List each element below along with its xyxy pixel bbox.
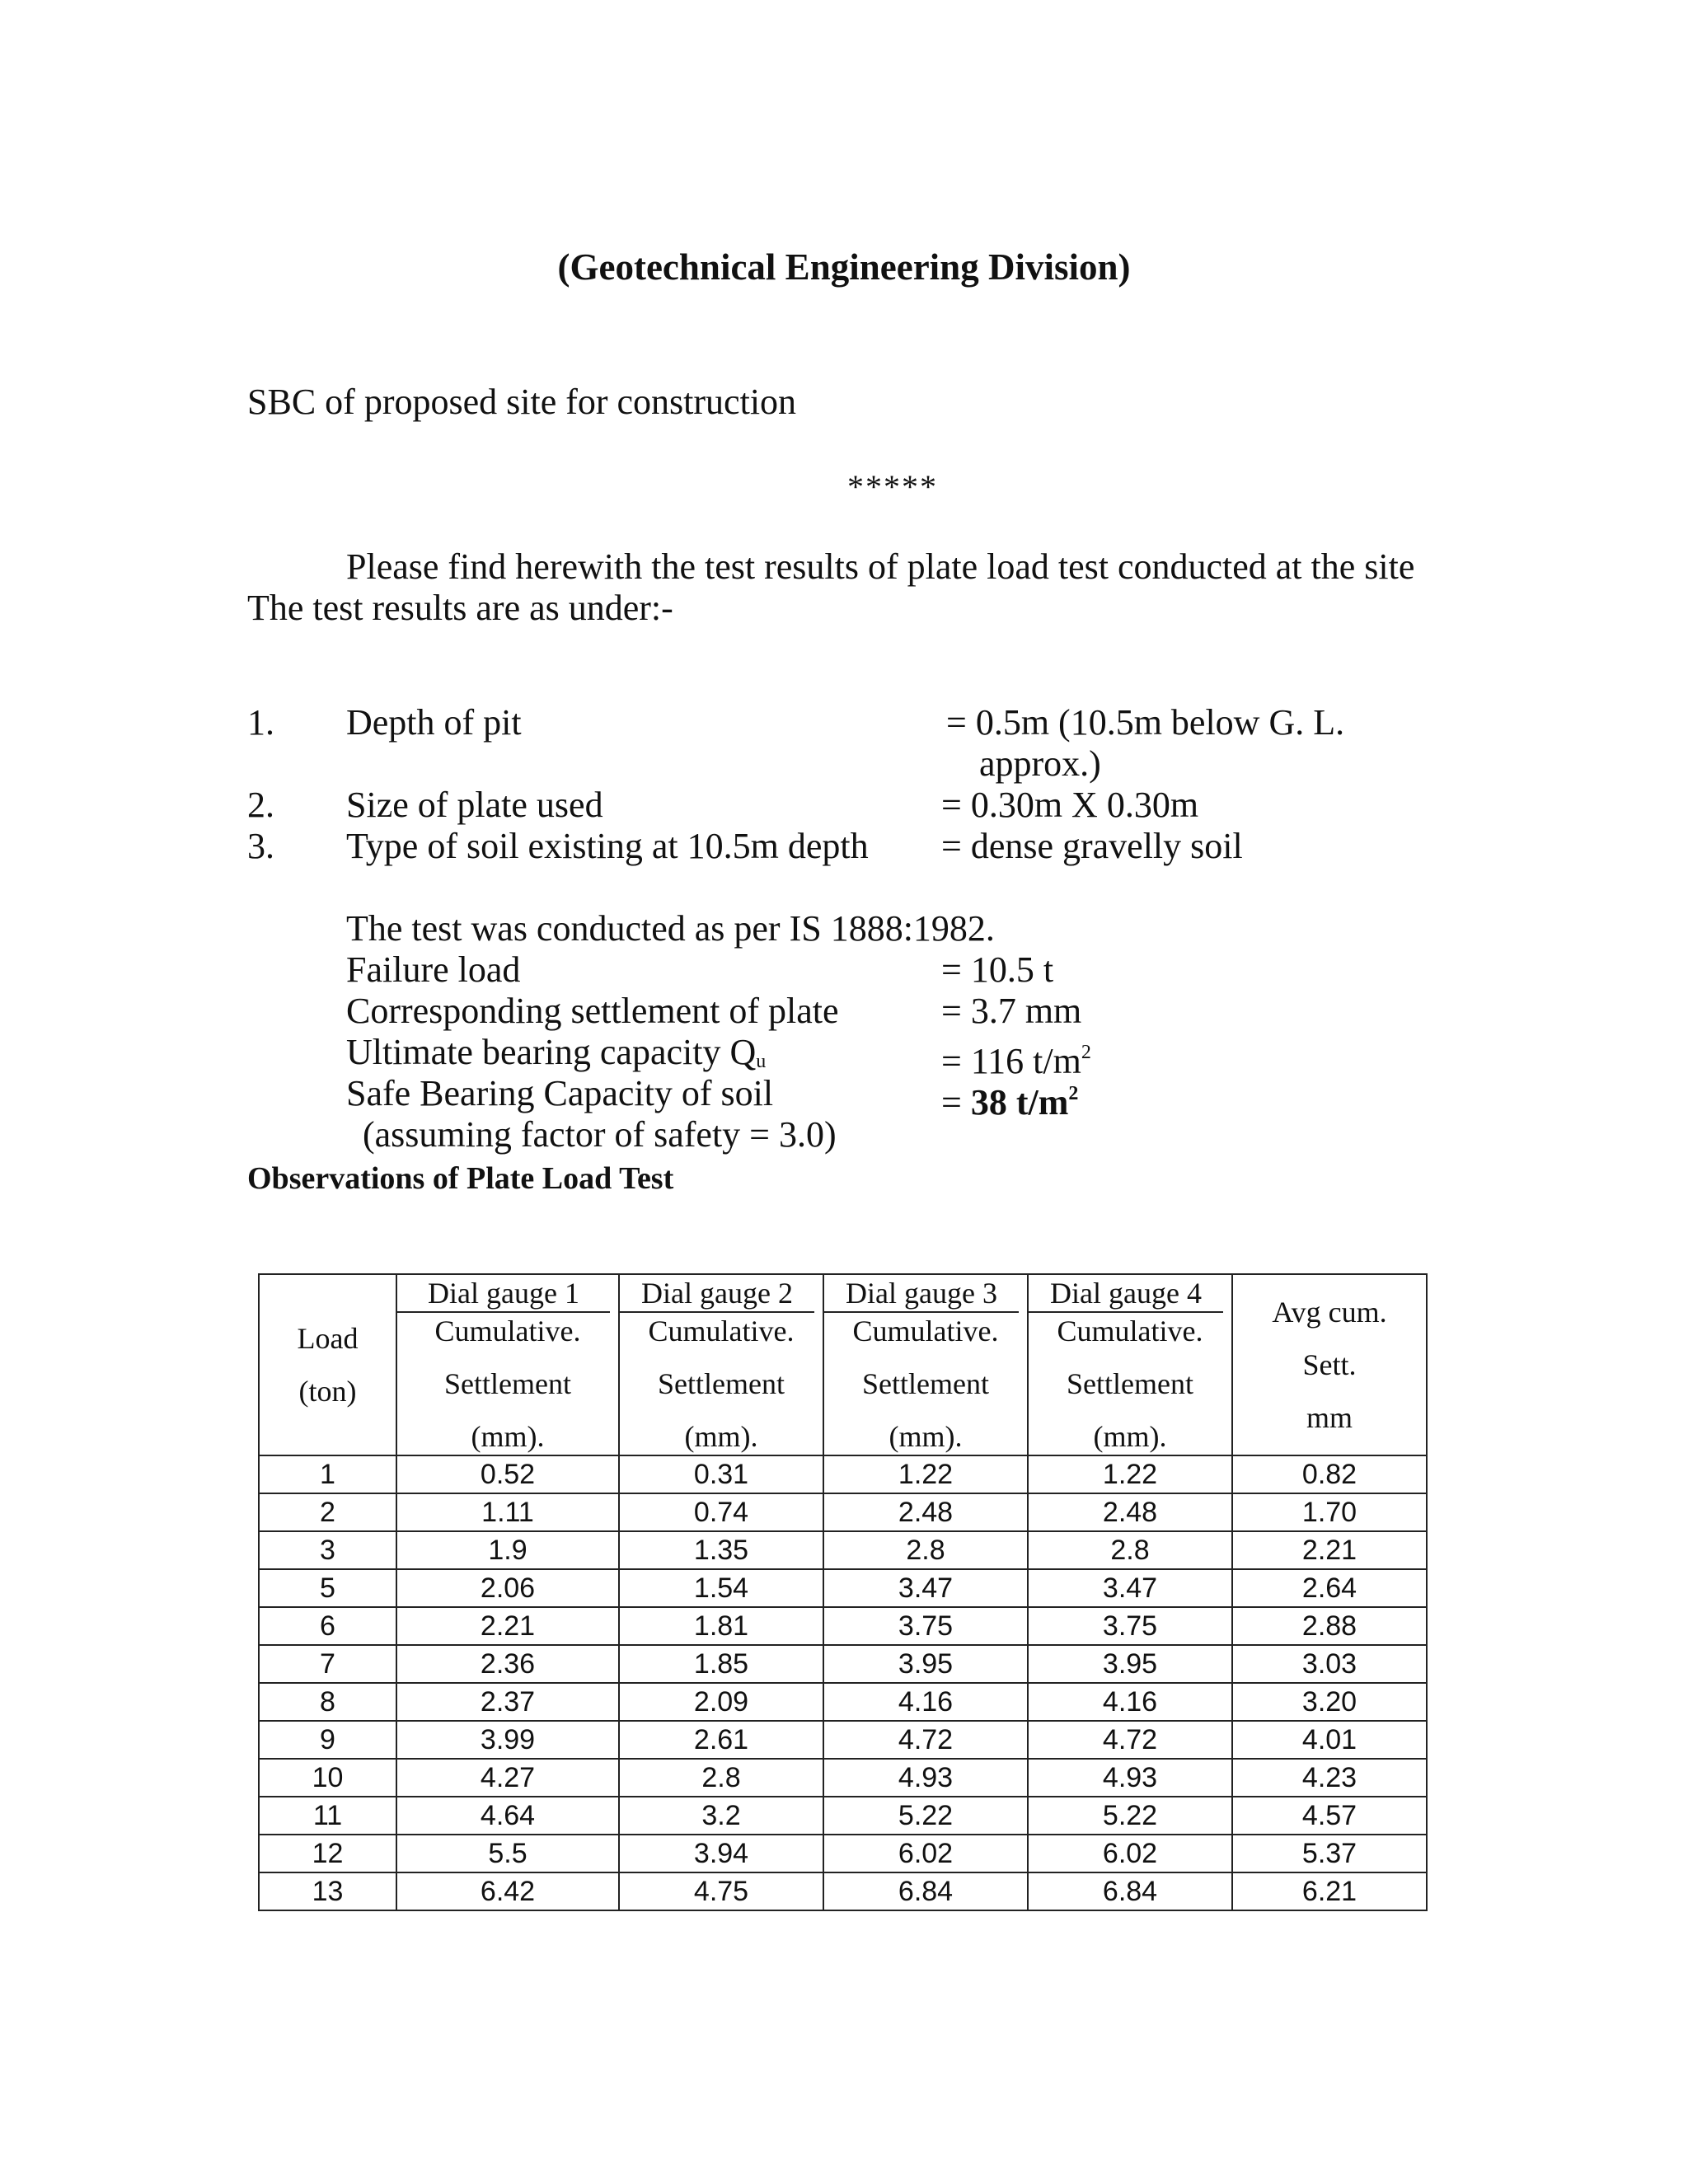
cell-gauge-2: 4.75 <box>619 1872 823 1910</box>
intro-line-1: Please find herewith the test results of plate load test conducted at the site <box>346 546 1415 587</box>
cell-gauge-4: 5.22 <box>1028 1797 1232 1835</box>
cell-load: 6 <box>259 1607 396 1645</box>
cell-gauge-1: 1.11 <box>396 1493 619 1531</box>
header-dial-gauge-3: Dial gauge 3 Cumulative. Settlement (mm). <box>823 1274 1028 1455</box>
detail-value-depth-cont: approx.) <box>979 743 1101 784</box>
cell-load: 12 <box>259 1835 396 1872</box>
cell-load: 1 <box>259 1455 396 1493</box>
failure-load-label: Failure load <box>346 949 521 990</box>
detail-label-soil: Type of soil existing at 10.5m depth <box>346 826 869 866</box>
detail-number: 3. <box>247 826 274 866</box>
cell-gauge-4: 4.72 <box>1028 1721 1232 1759</box>
detail-number: 1. <box>247 702 274 743</box>
table-row <box>259 1797 1427 1835</box>
cell-avg: 3.20 <box>1232 1683 1427 1721</box>
sbc-superscript: 2 <box>1068 1083 1079 1104</box>
table-row <box>259 1645 1427 1683</box>
cell-gauge-1: 3.99 <box>396 1721 619 1759</box>
header-dial-gauge-2: Dial gauge 2 Cumulative. Settlement (mm). <box>619 1274 823 1455</box>
cell-gauge-3: 4.16 <box>823 1683 1028 1721</box>
cell-avg: 2.21 <box>1232 1531 1427 1569</box>
ubc-label: Ultimate bearing capacity $Q_u$ <box>346 1032 767 1072</box>
ubc-superscript: 2 <box>1081 1042 1091 1063</box>
detail-value-soil: = dense gravelly soil <box>941 826 1243 866</box>
table-row <box>259 1569 1427 1607</box>
cell-gauge-4: 2.8 <box>1028 1531 1232 1569</box>
cell-gauge-4: 3.75 <box>1028 1607 1232 1645</box>
table-row <box>259 1683 1427 1721</box>
cell-gauge-3: 4.72 <box>823 1721 1028 1759</box>
cell-gauge-2: 1.85 <box>619 1645 823 1683</box>
document-subject: SBC of proposed site for construction <box>247 382 797 422</box>
cell-gauge-1: 1.9 <box>396 1531 619 1569</box>
cell-gauge-1: 4.64 <box>396 1797 619 1835</box>
table-header-row <box>259 1274 1427 1455</box>
header-load: Load (ton) <box>259 1274 396 1455</box>
header-avg-settlement: Avg cum. Sett. mm <box>1232 1274 1427 1455</box>
detail-value-depth: = 0.5m (10.5m below G. L. <box>946 702 1345 743</box>
table-row <box>259 1493 1427 1531</box>
cell-gauge-1: 4.27 <box>396 1759 619 1797</box>
cell-load: 10 <box>259 1759 396 1797</box>
cell-gauge-3: 2.8 <box>823 1531 1028 1569</box>
cell-gauge-1: 6.42 <box>396 1872 619 1910</box>
cell-load: 5 <box>259 1569 396 1607</box>
sbc-value: = 38 $t/m^2$ <box>941 1082 1079 1122</box>
detail-label-depth: Depth of pit <box>346 702 522 743</box>
cell-gauge-2: 3.2 <box>619 1797 823 1835</box>
table-row <box>259 1721 1427 1759</box>
cell-gauge-2: 1.81 <box>619 1607 823 1645</box>
cell-gauge-2: 2.8 <box>619 1759 823 1797</box>
cell-gauge-2: 2.61 <box>619 1721 823 1759</box>
intro-line-2: The test results are as under:- <box>247 588 673 628</box>
cell-avg: 0.82 <box>1232 1455 1427 1493</box>
cell-avg: 6.21 <box>1232 1872 1427 1910</box>
cell-gauge-3: 6.84 <box>823 1872 1028 1910</box>
cell-gauge-3: 3.75 <box>823 1607 1028 1645</box>
cell-avg: 5.37 <box>1232 1835 1427 1872</box>
detail-value-plate: = 0.30m X 0.30m <box>941 785 1199 825</box>
table-row <box>259 1531 1427 1569</box>
cell-load: 3 <box>259 1531 396 1569</box>
cell-gauge-4: 1.22 <box>1028 1455 1232 1493</box>
cell-gauge-4: 2.48 <box>1028 1493 1232 1531</box>
failure-load-value: = 10.5 t <box>941 949 1054 990</box>
cell-load: 9 <box>259 1721 396 1759</box>
cell-gauge-4: 6.84 <box>1028 1872 1232 1910</box>
observations-table <box>258 1273 1428 1911</box>
cell-gauge-3: 3.95 <box>823 1645 1028 1683</box>
cell-gauge-2: 1.35 <box>619 1531 823 1569</box>
cell-avg: 3.03 <box>1232 1645 1427 1683</box>
cell-load: 8 <box>259 1683 396 1721</box>
cell-avg: 2.64 <box>1232 1569 1427 1607</box>
separator: ***** <box>847 468 938 505</box>
table-row <box>259 1607 1427 1645</box>
cell-gauge-3: 6.02 <box>823 1835 1028 1872</box>
cell-gauge-4: 4.93 <box>1028 1759 1232 1797</box>
cell-gauge-1: 2.37 <box>396 1683 619 1721</box>
cell-gauge-4: 3.47 <box>1028 1569 1232 1607</box>
table-row <box>259 1455 1427 1493</box>
cell-load: 11 <box>259 1797 396 1835</box>
cell-gauge-2: 3.94 <box>619 1835 823 1872</box>
cell-load: 2 <box>259 1493 396 1531</box>
sbc-label: Safe Bearing Capacity of soil <box>346 1073 774 1113</box>
cell-avg: 4.01 <box>1232 1721 1427 1759</box>
cell-avg: 4.57 <box>1232 1797 1427 1835</box>
header-dial-gauge-4: Dial gauge 4 Cumulative. Settlement (mm). <box>1028 1274 1232 1455</box>
cell-gauge-3: 1.22 <box>823 1455 1028 1493</box>
settlement-label: Corresponding settlement of plate <box>346 991 839 1031</box>
detail-number: 2. <box>247 785 274 825</box>
cell-gauge-1: 2.21 <box>396 1607 619 1645</box>
table-row <box>259 1835 1427 1872</box>
fos-note: (assuming factor of safety = 3.0) <box>363 1114 837 1155</box>
cell-avg: 2.88 <box>1232 1607 1427 1645</box>
document-title: (Geotechnical Engineering Division) <box>557 246 1131 288</box>
ubc-subscript: u <box>756 1051 767 1072</box>
cell-gauge-1: 2.36 <box>396 1645 619 1683</box>
cell-load: 13 <box>259 1872 396 1910</box>
table-row <box>259 1872 1427 1910</box>
header-dial-gauge-1: Dial gauge 1 Cumulative. Settlement (mm). <box>396 1274 619 1455</box>
cell-gauge-1: 5.5 <box>396 1835 619 1872</box>
cell-gauge-3: 3.47 <box>823 1569 1028 1607</box>
detail-label-plate: Size of plate used <box>346 785 603 825</box>
cell-gauge-2: 1.54 <box>619 1569 823 1607</box>
cell-gauge-2: 0.31 <box>619 1455 823 1493</box>
cell-gauge-3: 2.48 <box>823 1493 1028 1531</box>
cell-load: 7 <box>259 1645 396 1683</box>
cell-gauge-4: 6.02 <box>1028 1835 1232 1872</box>
cell-gauge-1: 2.06 <box>396 1569 619 1607</box>
cell-avg: 1.70 <box>1232 1493 1427 1531</box>
cell-gauge-4: 4.16 <box>1028 1683 1232 1721</box>
cell-avg: 4.23 <box>1232 1759 1427 1797</box>
settlement-value: = 3.7 mm <box>941 991 1082 1031</box>
cell-gauge-4: 3.95 <box>1028 1645 1232 1683</box>
table-row <box>259 1759 1427 1797</box>
cell-gauge-3: 5.22 <box>823 1797 1028 1835</box>
cell-gauge-1: 0.52 <box>396 1455 619 1493</box>
cell-gauge-2: 2.09 <box>619 1683 823 1721</box>
standard-line: The test was conducted as per IS 1888:1982. <box>346 908 995 949</box>
table-heading: Observations of Plate Load Test <box>247 1161 674 1196</box>
ubc-value: = 116 $t/m^2$ <box>941 1041 1091 1081</box>
cell-gauge-3: 4.93 <box>823 1759 1028 1797</box>
cell-gauge-2: 0.74 <box>619 1493 823 1531</box>
